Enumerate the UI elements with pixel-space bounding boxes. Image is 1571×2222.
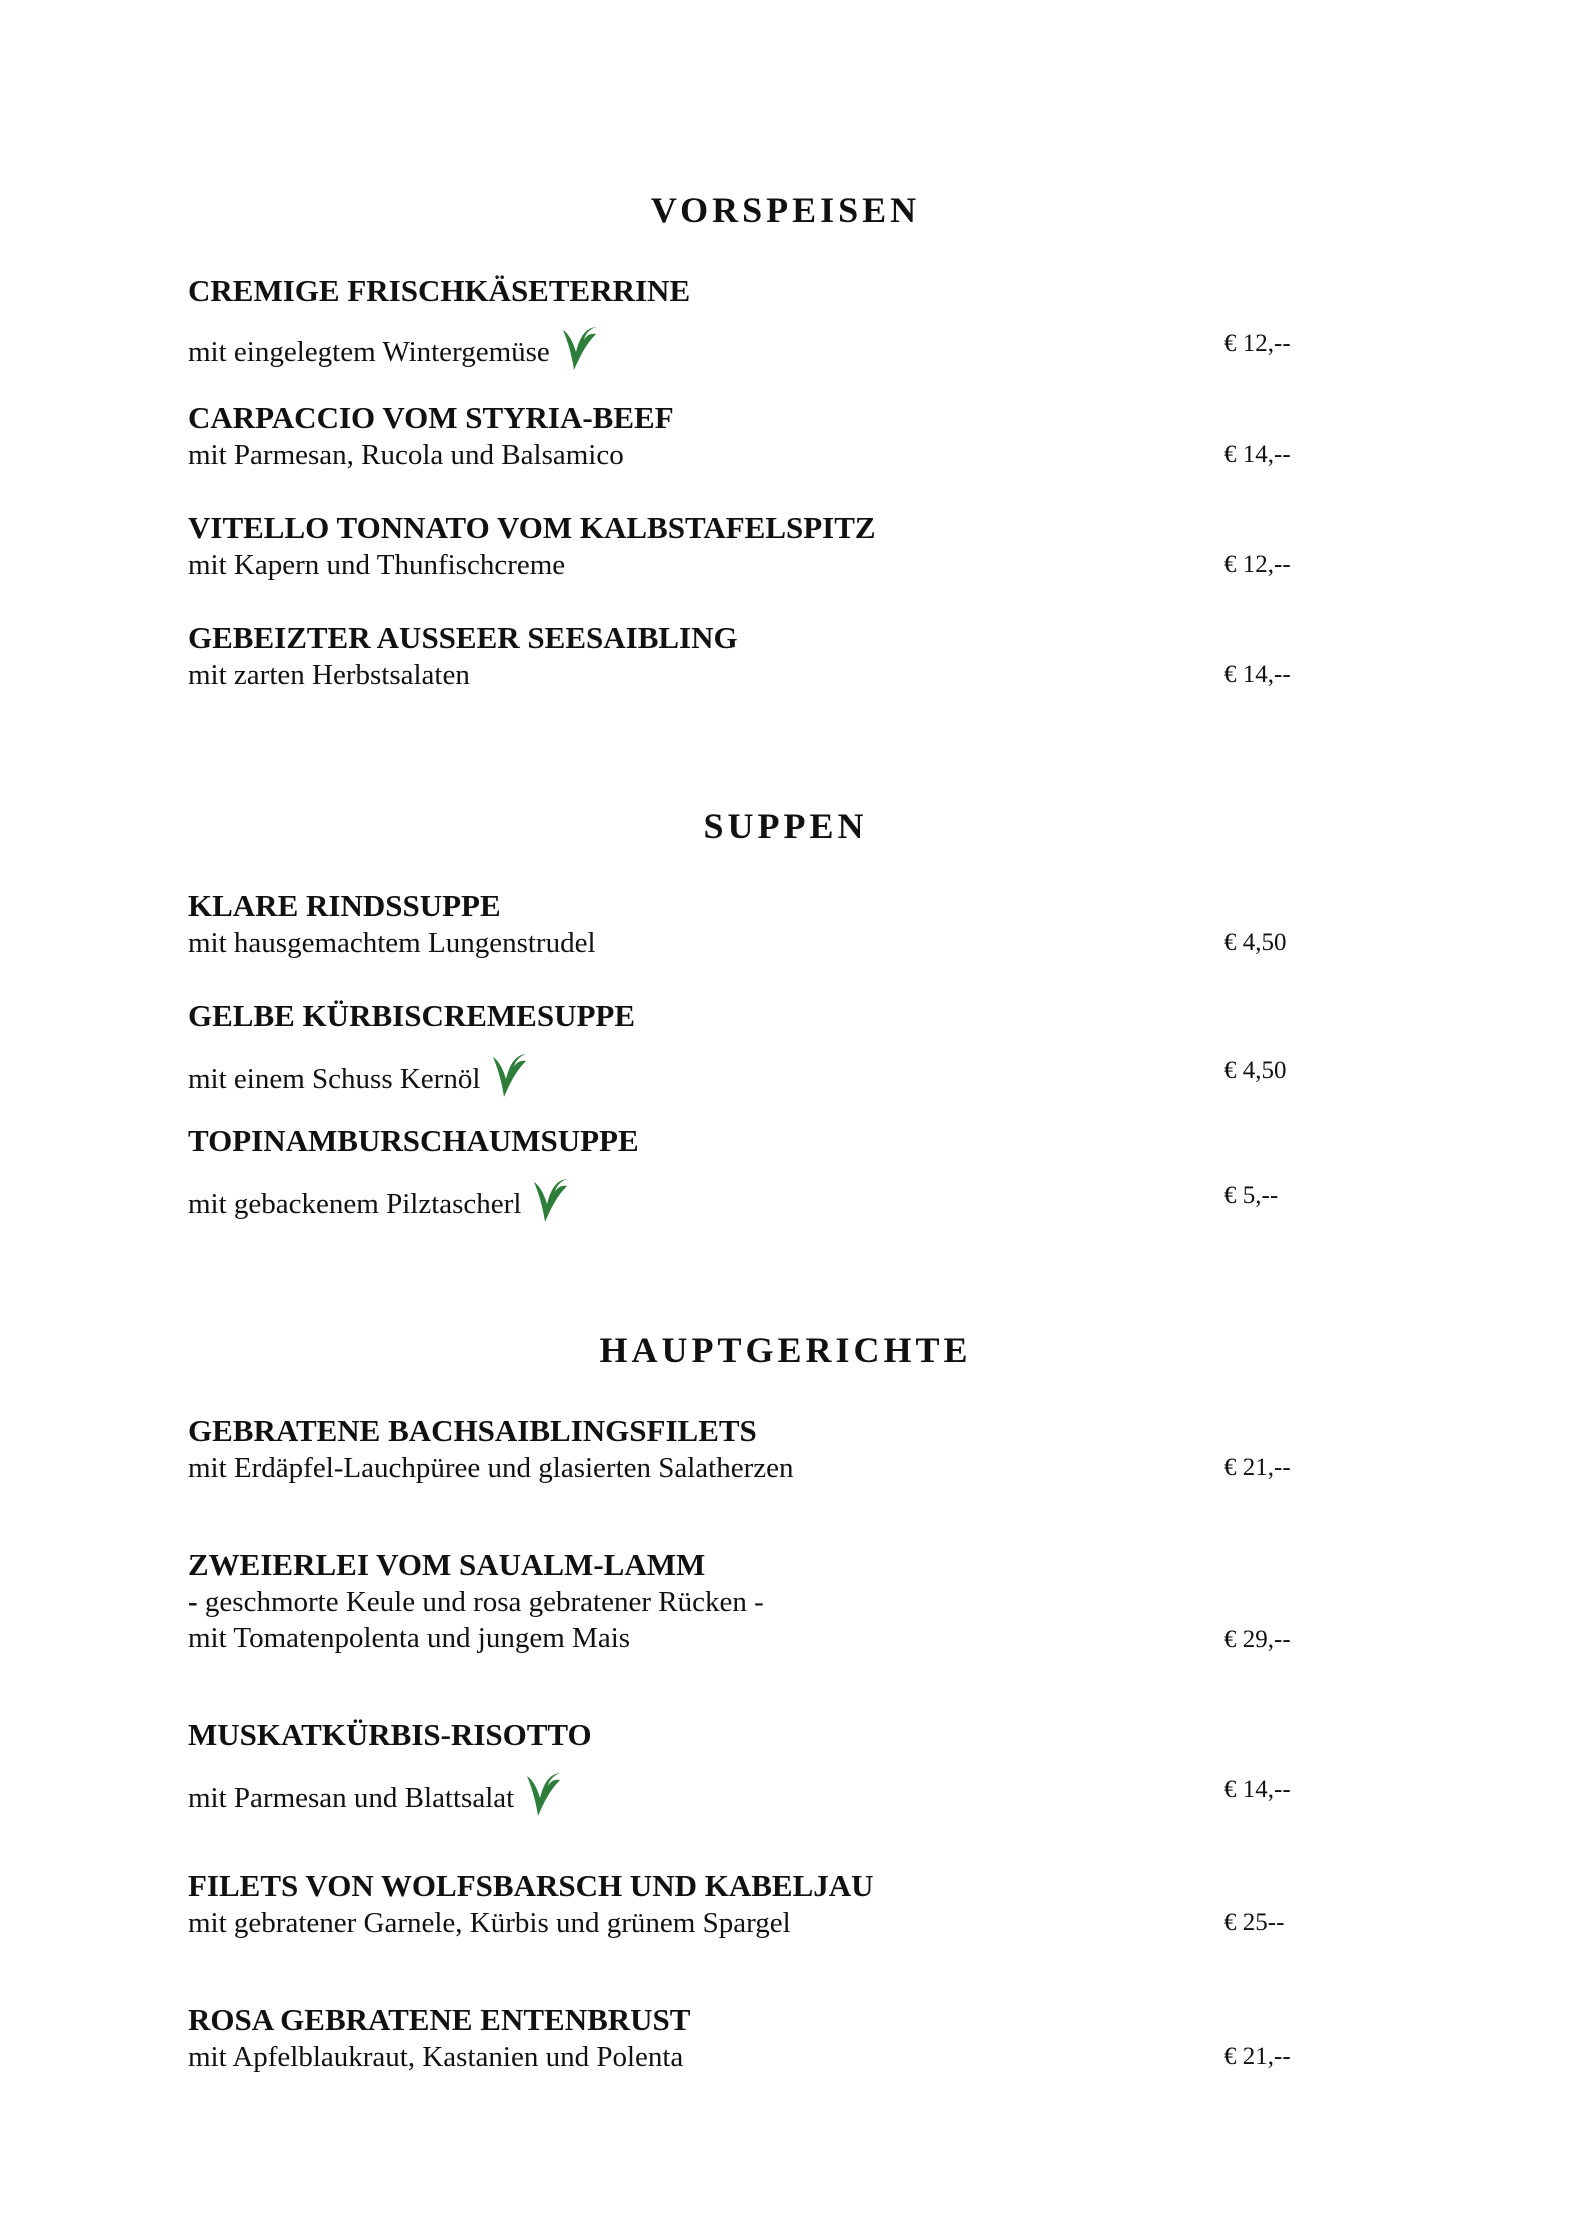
item-description: mit hausgemachtem Lungenstrudel [188, 927, 596, 959]
item-price: € 21,-- [1224, 2043, 1291, 2070]
menu-item-topinamburschaumsuppe [188, 1122, 1338, 1222]
item-price: € 5,-- [1224, 1182, 1279, 1209]
item-description: mit eingelegtem Wintergemüse [188, 336, 550, 368]
item-price: € 12,-- [1224, 330, 1291, 357]
menu-item-kuerbiscremesuppe [188, 997, 1338, 1097]
item-price: € 12,-- [1224, 551, 1291, 578]
item-price: € 14,-- [1224, 441, 1291, 468]
section-title-starters: VORSPEISEN [650, 190, 921, 230]
item-name: KLARE RINDSSUPPE [188, 888, 501, 923]
item-name: ZWEIERLEI VOM SAUALM-LAMM [188, 1547, 706, 1582]
item-description: mit Parmesan, Rucola und Balsamico [188, 439, 624, 471]
item-description: mit Apfelblaukraut, Kastanien und Polenta [188, 2041, 684, 2073]
item-description: mit zarten Herbstsalaten [188, 659, 470, 691]
item-name: GEBEIZTER AUSSEER SEESAIBLING [188, 620, 738, 655]
item-description-dash: - [188, 1586, 198, 1618]
item-description-line1: geschmorte Keule und rosa gebratener Rücken - [197, 1586, 764, 1618]
item-name: TOPINAMBURSCHAUMSUPPE [188, 1123, 639, 1158]
menu-item-carpaccio [188, 399, 1338, 473]
item-description: mit gebackenem Pilztascherl [188, 1188, 522, 1220]
item-name: ROSA GEBRATENE ENTENBRUST [188, 2002, 691, 2037]
item-name: FILETS VON WOLFSBARSCH UND KABELJAU [188, 1868, 874, 1903]
menu-item-wolfsbarsch-kabeljau [188, 1867, 1338, 1941]
menu-item-seesaibling [188, 619, 1338, 693]
item-description: mit Erdäpfel-Lauchpüree und glasierten Salatherzen [188, 1452, 794, 1484]
item-name: CARPACCIO VOM STYRIA-BEEF [188, 400, 674, 435]
item-description: mit einem Schuss Kernöl [188, 1063, 481, 1095]
item-price: € 4,50 [1224, 1057, 1287, 1084]
vegetarian-leaf-icon [531, 1176, 569, 1226]
item-description: mit Parmesan und Blattsalat [188, 1782, 515, 1814]
menu-item-bachsaiblingsfilets [188, 1412, 1338, 1486]
item-name: GEBRATENE BACHSAIBLINGSFILETS [188, 1413, 757, 1448]
item-name: GELBE KÜRBISCREMESUPPE [188, 998, 636, 1033]
menu-item-frischkaeseterrine [188, 272, 1338, 370]
item-price: € 21,-- [1224, 1454, 1291, 1481]
vegetarian-leaf-icon [490, 1051, 528, 1101]
menu-item-saualm-lamm [188, 1546, 1338, 1656]
item-price: € 14,-- [1224, 661, 1291, 688]
item-price: € 25-- [1224, 1909, 1285, 1936]
section-title-mains: HAUPTGERICHTE [599, 1330, 972, 1370]
item-description-line2: mit Tomatenpolenta und jungem Mais [188, 1622, 631, 1654]
item-price: € 4,50 [1224, 929, 1287, 956]
item-name: MUSKATKÜRBIS-RISOTTO [188, 1717, 592, 1752]
menu-item-rindssuppe [188, 887, 1338, 961]
item-price: € 14,-- [1224, 1776, 1291, 1803]
vegetarian-leaf-icon [524, 1770, 562, 1820]
menu-item-muskatkuerbis-risotto [188, 1716, 1338, 1816]
menu-item-entenbrust [188, 2001, 1338, 2075]
item-price: € 29,-- [1224, 1626, 1291, 1653]
item-description: mit Kapern und Thunfischcreme [188, 549, 566, 581]
item-description: mit gebratener Garnele, Kürbis und grünem Spargel [188, 1907, 791, 1939]
menu-item-vitello-tonnato [188, 509, 1338, 583]
section-title-soups: SUPPEN [703, 806, 868, 846]
item-name: VITELLO TONNATO VOM KALBSTAFELSPITZ [188, 510, 876, 545]
item-name: CREMIGE FRISCHKÄSETERRINE [188, 273, 691, 308]
vegetarian-leaf-icon [560, 324, 598, 374]
